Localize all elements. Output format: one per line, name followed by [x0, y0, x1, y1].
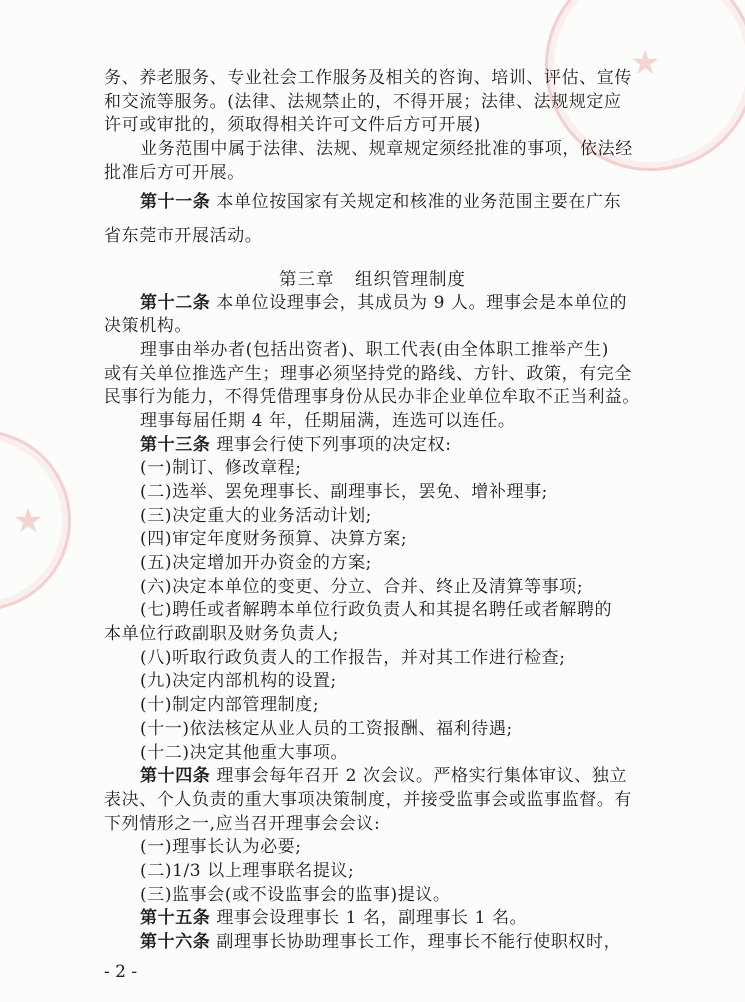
- list-item: (一)制订、修改章程;: [140, 458, 302, 479]
- text-line: 业务范围中属于法律、法规、规章规定须经批准的事项，依法经: [140, 139, 633, 160]
- list-item: (十)制定内部管理制度;: [140, 695, 320, 716]
- text-line: 本单位行政副职及财务负责人;: [104, 624, 340, 645]
- page-number: - 2 -: [104, 962, 138, 982]
- article-text: 理事会行使下列事项的决定权:: [216, 434, 452, 455]
- article-label: 第十五条: [140, 908, 211, 929]
- text-line: 表决、个人负责的重大事项决策制度，并接受监事会或监事监督。有: [104, 789, 632, 810]
- text-line: 许可或审批的，须取得相关许可文件后方可开展): [104, 115, 481, 136]
- article-label: 第十六条: [140, 932, 211, 952]
- seal-star-icon: ★: [630, 43, 661, 83]
- text-line: 理事每届任期 4 年，任期届满，连选可以连任。: [140, 410, 516, 431]
- article-13: [140, 433, 452, 457]
- list-item: (三)监事会(或不设监事会的监事)提议。: [140, 884, 451, 905]
- article-label: 第十二条: [140, 292, 211, 313]
- article-15: [140, 906, 527, 930]
- text-line: 务、养老服务、专业社会工作服务及相关的咨询、培训、评估、宣传: [104, 68, 632, 88]
- list-item: (六)决定本单位的变更、分立、合并、终止及清算等事项;: [140, 576, 584, 597]
- text-line: 民事行为能力，不得凭借理事身份从民办非企业单位牟取不正当利益。: [104, 387, 640, 408]
- article-text: 副理事长协助理事长工作，理事长不能行使职权时，: [216, 932, 622, 952]
- list-item: (十一)依法核定从业人员的工资报酬、福利待遇;: [140, 718, 513, 739]
- list-item: (三)决定重大的业务活动计划;: [140, 505, 372, 526]
- official-seal-left: [0, 430, 71, 611]
- article-text: 理事会每年召开 2 次会议。严格实行集体审议、独立: [216, 766, 628, 787]
- article-text: 本单位按国家有关规定和核准的业务范围主要在广东: [216, 192, 622, 213]
- article-text: 本单位设理事会，其成员为 9 人。理事会是本单位的: [216, 292, 628, 313]
- list-item: (五)决定增加开办资金的方案;: [140, 553, 372, 574]
- text-line: 省东莞市开展活动。: [104, 226, 263, 247]
- list-item: (二)1/3 以上理事联名提议;: [140, 860, 355, 881]
- list-item: (十二)决定其他重大事项。: [140, 742, 349, 763]
- list-item: (八)听取行政负责人的工作报告，并对其工作进行检查;: [140, 647, 566, 668]
- text-line: 决策机构。: [104, 316, 192, 337]
- article-16: [140, 930, 621, 954]
- list-item: (一)理事长认为必要;: [140, 837, 302, 858]
- article-14: [140, 764, 627, 788]
- seal-star-icon: ★: [13, 501, 44, 541]
- chapter-heading: 第三章 组织管理制度: [278, 269, 467, 290]
- text-line: 批准后方可开展。: [104, 162, 245, 183]
- article-label: 第十四条: [140, 766, 211, 787]
- text-line: 下列情形之一,应当召开理事会会议:: [104, 813, 381, 834]
- article-11: [140, 190, 621, 214]
- article-text: 理事会设理事长 1 名，副理事长 1 名。: [216, 908, 528, 929]
- article-label: 第十一条: [140, 192, 211, 213]
- article-label: 第十三条: [140, 434, 211, 455]
- article-12: [140, 291, 627, 315]
- text-line: 理事由举办者(包括出资者)、职工代表(由全体职工推举产生): [140, 339, 609, 360]
- list-item: (二)选举、罢免理事长、副理事长，罢免、增补理事;: [140, 482, 548, 502]
- list-item: (七)聘任或者解聘本单位行政负责人和其提名聘任或者解聘的: [140, 600, 613, 621]
- text-line: 和交流等服务。(法律、法规禁止的，不得开展；法律、法规规定应: [104, 91, 622, 112]
- list-item: (四)审定年度财务预算、决算方案;: [140, 529, 408, 550]
- text-line: 或有关单位推选产生；理事必须坚持党的路线、方针、政策，有完全: [104, 363, 632, 384]
- list-item: (九)决定内部机构的设置;: [140, 671, 337, 692]
